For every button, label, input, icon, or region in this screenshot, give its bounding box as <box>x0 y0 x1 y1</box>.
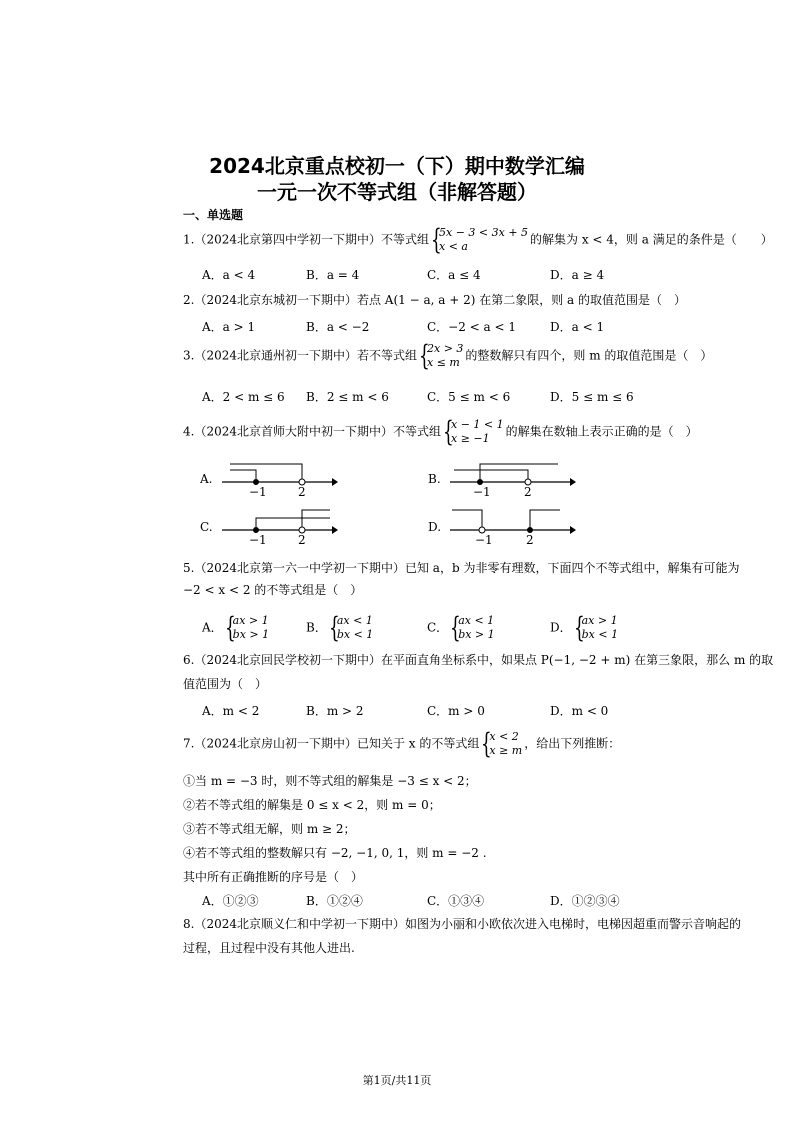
question-8-line-1: 8.（2024北京顺义仁和中学初一下期中）如图为小丽和小欧依次进入电梯时，电梯因超重而警示音响起的 <box>183 917 741 931</box>
question-7-options <box>202 892 622 908</box>
tick-label: 2 <box>298 485 306 498</box>
inequality-system: { ax < 1 bx < 1 <box>328 611 374 644</box>
option-b: B．a < −2 <box>306 320 370 334</box>
question-3-stem: 3.（2024北京通州初一下期中）若不等式组 <box>183 348 417 363</box>
inequality-system: { x − 1 < 1 x ≥ −1 <box>443 415 504 448</box>
number-line-b <box>448 452 578 498</box>
system-line: x < a <box>439 240 468 253</box>
question-7 <box>183 727 621 760</box>
question-7-ask: 其中所有正确推断的序号是（ ） <box>183 870 364 884</box>
statement-1: ①当 m = −3 时，则不等式组的解集是 −3 ≤ x < 2； <box>183 774 477 788</box>
option-label: A． <box>202 620 223 635</box>
question-6-line-1: 6.（2024北京回民学校初一下期中）在平面直角坐标系中，如果点 P(−1, −2 + m) 在第三象限，那么 m 的取 <box>183 653 774 667</box>
option-b: B．①②④ <box>306 894 363 908</box>
tick-label: 2 <box>524 485 532 498</box>
system-line: 2x > 3 <box>427 342 464 355</box>
system-line: ax > 1 <box>581 614 618 627</box>
question-6-line-2: 值范围为（ ） <box>183 677 268 691</box>
question-3 <box>183 339 713 372</box>
question-1-options <box>202 266 622 282</box>
system-line: x < 2 <box>489 730 519 743</box>
option-b-label: B. <box>428 472 441 486</box>
system-line: ax < 1 <box>458 614 495 627</box>
inequality-system: { ax > 1 bx < 1 <box>573 611 619 644</box>
document-title: 2024北京重点校初一（下）期中数学汇编 <box>209 154 585 178</box>
section-heading: 一、单选题 <box>183 208 244 222</box>
question-8-line-2: 过程，且过程中没有其他人进出. <box>183 941 355 955</box>
system-line: x − 1 < 1 <box>451 418 504 431</box>
statement-2: ②若不等式组的解集是 0 ≤ x < 2，则 m = 0； <box>183 798 441 812</box>
inequality-system: { ax > 1 bx > 1 <box>224 611 270 644</box>
option-a <box>202 611 271 644</box>
option-d: D．5 ≤ m ≤ 6 <box>550 390 634 404</box>
option-b: B．a = 4 <box>306 268 360 282</box>
question-4-tail: 的解集在数轴上表示正确的是（ ） <box>505 424 698 439</box>
tick-label: −1 <box>473 485 491 498</box>
option-c: C．a ≤ 4 <box>427 268 481 282</box>
option-c: C．5 ≤ m < 6 <box>427 390 511 404</box>
number-line-c <box>220 502 340 548</box>
option-c: C．−2 < a < 1 <box>427 320 517 334</box>
option-c: C．m > 0 <box>427 704 485 718</box>
system-line: 5x − 3 < 3x + 5 <box>439 226 529 239</box>
system-line: x ≥ m <box>489 744 523 757</box>
page-number: 第1页/共11页 <box>362 1074 432 1087</box>
option-a: A．2 < m ≤ 6 <box>202 390 285 404</box>
option-d <box>550 611 620 644</box>
inequality-system: { x < 2 x ≥ m <box>481 727 523 760</box>
question-2: 2.（2024北京东城初一下期中）若点 A(1 − a, a + 2) 在第二象限，则 a 的取值范围是（ ） <box>183 293 687 307</box>
option-d: D．m < 0 <box>550 704 609 718</box>
option-d: D．a < 1 <box>550 320 605 334</box>
document-subtitle: 一元一次不等式组（非解答题） <box>257 180 537 204</box>
question-2-options <box>202 318 622 334</box>
question-5-options <box>202 604 622 644</box>
statement-3: ③若不等式组无解，则 m ≥ 2； <box>183 822 356 836</box>
question-4-stem: 4.（2024北京首师大附中初一下期中）不等式组 <box>183 424 441 439</box>
system-line: ax < 1 <box>336 614 373 627</box>
option-a: A．a > 1 <box>202 320 256 334</box>
system-line: ax > 1 <box>232 614 269 627</box>
option-b: B．m > 2 <box>306 704 364 718</box>
system-line: bx > 1 <box>458 628 495 641</box>
number-line-a <box>220 452 340 498</box>
option-b: B．2 ≤ m < 6 <box>306 390 389 404</box>
question-3-options <box>202 388 634 404</box>
option-b <box>306 611 375 644</box>
question-5-line-2: −2 < x < 2 的不等式组是（ ） <box>183 583 363 597</box>
option-d: D．a ≥ 4 <box>550 268 605 282</box>
option-label: B． <box>306 620 327 635</box>
option-c <box>427 611 497 644</box>
question-1 <box>183 223 773 256</box>
option-d-label: D. <box>428 520 442 534</box>
tick-label: 2 <box>298 533 306 547</box>
statement-4: ④若不等式组的整数解只有 −2, −1, 0, 1，则 m = −2 . <box>183 846 487 860</box>
inequality-system: { 2x > 3 x ≤ m <box>419 339 464 372</box>
system-line: x ≤ m <box>427 356 460 369</box>
system-line: bx < 1 <box>336 628 374 641</box>
inequality-system: { 5x − 3 < 3x + 5 x < a <box>431 223 529 256</box>
system-line: bx > 1 <box>232 628 270 641</box>
question-5-line-1: 5.（2024北京第一六一中学初一下期中）已知 a，b 为非零有理数，下面四个不等式组中，解集有可能为 <box>183 561 740 575</box>
option-label: C． <box>427 620 449 635</box>
option-c: C．①③④ <box>427 894 485 908</box>
option-a: A．a < 4 <box>202 268 256 282</box>
question-1-stem: 1.（2024北京第四中学初一下期中）不等式组 <box>183 232 429 247</box>
question-7-tail: ，给出下列推断： <box>524 736 621 751</box>
system-line: bx < 1 <box>581 628 619 641</box>
question-6-options <box>202 702 622 718</box>
question-7-stem: 7.（2024北京房山初一下期中）已知关于 x 的不等式组 <box>183 736 480 751</box>
question-3-tail: 的整数解只有四个，则 m 的取值范围是（ ） <box>465 348 713 363</box>
tick-label: −1 <box>249 533 267 547</box>
option-c-label: C. <box>200 520 213 534</box>
option-label: D． <box>550 620 572 635</box>
tick-label: 2 <box>526 533 534 547</box>
question-4 <box>183 415 698 448</box>
question-1-tail: 的解集为 x < 4，则 a 满足的条件是（ ） <box>530 232 773 247</box>
option-a: A．①②③ <box>202 894 259 908</box>
number-line-d <box>448 502 578 548</box>
option-a: A．m < 2 <box>202 704 260 718</box>
option-d: D．①②③④ <box>550 894 620 908</box>
tick-label: −1 <box>249 485 267 498</box>
tick-label: −1 <box>475 533 493 547</box>
option-a-label: A. <box>200 472 213 486</box>
inequality-system: { ax < 1 bx > 1 <box>450 611 495 644</box>
system-line: x ≥ −1 <box>451 432 490 445</box>
